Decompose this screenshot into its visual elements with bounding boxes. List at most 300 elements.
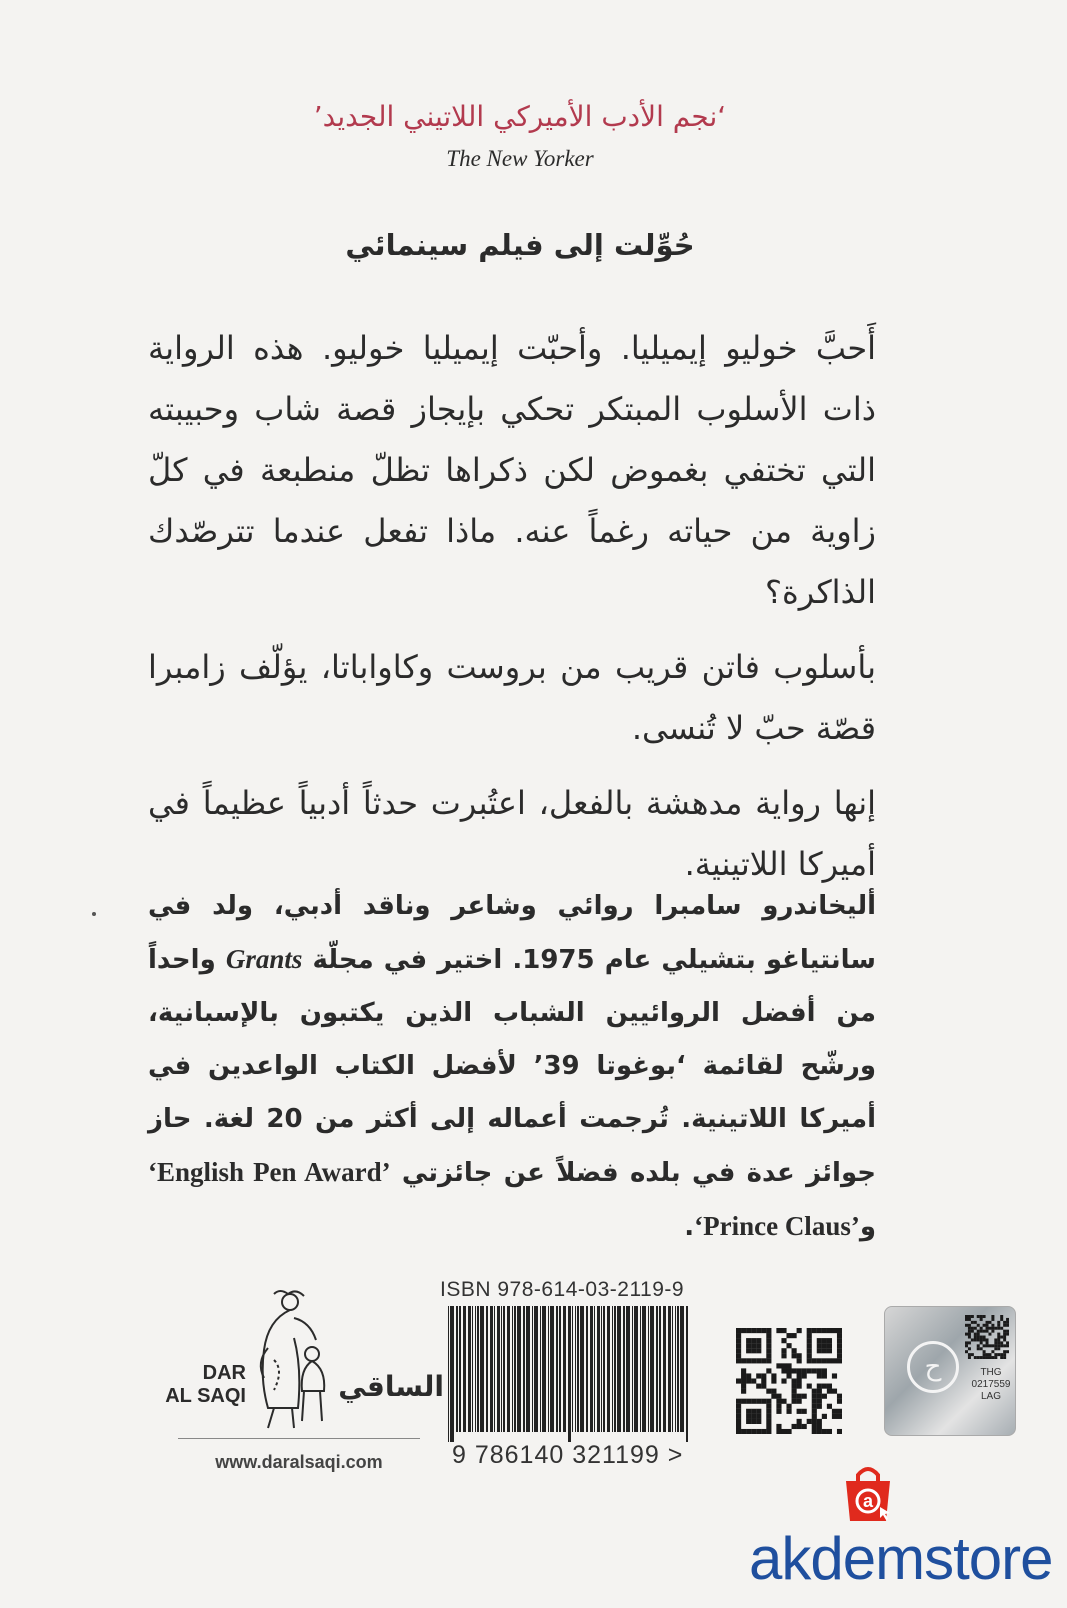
matrix-module xyxy=(832,1358,837,1363)
matrix-module xyxy=(736,1429,741,1434)
barcode-bar xyxy=(590,1306,593,1432)
matrix-module xyxy=(797,1384,802,1389)
matrix-module xyxy=(965,1344,968,1347)
matrix-module xyxy=(756,1419,761,1424)
matrix-module xyxy=(792,1333,797,1338)
matrix-module xyxy=(980,1336,983,1339)
matrix-module xyxy=(807,1358,812,1363)
author-bio xyxy=(148,880,876,1254)
matrix-module xyxy=(997,1347,1000,1350)
matrix-module xyxy=(817,1338,822,1343)
matrix-module xyxy=(807,1333,812,1338)
matrix-module xyxy=(756,1373,761,1378)
matrix-module xyxy=(986,1330,989,1333)
matrix-module xyxy=(786,1373,791,1378)
matrix-module xyxy=(786,1368,791,1373)
matrix-module xyxy=(997,1324,1000,1327)
award-name: ‘Prince Claus’ xyxy=(694,1211,860,1241)
barcode-bar xyxy=(475,1306,476,1432)
matrix-module xyxy=(837,1399,842,1404)
barcode-bar xyxy=(642,1306,646,1432)
matrix-module xyxy=(965,1315,968,1318)
matrix-module xyxy=(802,1424,807,1429)
matrix-module xyxy=(822,1429,827,1434)
matrix-module xyxy=(1006,1350,1009,1353)
matrix-module xyxy=(1006,1344,1009,1347)
barcode-bar xyxy=(459,1306,461,1432)
matrix-module xyxy=(977,1336,980,1339)
matrix-module xyxy=(792,1389,797,1394)
matrix-module xyxy=(971,1315,974,1318)
matrix-module xyxy=(746,1429,751,1434)
matrix-module xyxy=(817,1389,822,1394)
matrix-module xyxy=(832,1389,837,1394)
matrix-module xyxy=(983,1315,986,1318)
barcode-bar xyxy=(550,1306,554,1432)
matrix-module xyxy=(766,1358,771,1363)
matrix-module xyxy=(766,1343,771,1348)
matrix-module xyxy=(736,1409,741,1414)
matrix-module xyxy=(822,1394,827,1399)
matrix-module xyxy=(977,1338,980,1341)
matrix-module xyxy=(802,1394,807,1399)
matrix-module xyxy=(832,1414,837,1419)
matrix-module xyxy=(741,1368,746,1373)
matrix-module xyxy=(761,1384,766,1389)
barcode-bar xyxy=(575,1306,576,1432)
author-bio-text: واحداً من أفضل الروائيين الشباب الذين يكتبون بالإسبانية، ورشّح لقائمة ‘بوغوتا 39’ لأفضل الكتاب الواعدين في أميركا اللاتينية. تُرجمت أعماله إلى أكثر من 20 لغة. حاز جوائز عدة في بلده فضلاً عن جائزتي xyxy=(148,945,877,1188)
matrix-module xyxy=(746,1373,751,1378)
matrix-module xyxy=(965,1341,968,1344)
matrix-module xyxy=(766,1353,771,1358)
matrix-module xyxy=(812,1419,817,1424)
barcode-bar xyxy=(532,1306,533,1432)
barcode-bar xyxy=(542,1306,546,1432)
barcode-bar xyxy=(563,1306,566,1432)
matrix-module xyxy=(1000,1315,1003,1318)
publisher-name-latin xyxy=(150,1362,246,1408)
matrix-module xyxy=(1000,1336,1003,1339)
matrix-module xyxy=(997,1321,1000,1324)
matrix-module xyxy=(1003,1350,1006,1353)
matrix-module xyxy=(766,1409,771,1414)
matrix-module xyxy=(974,1321,977,1324)
matrix-module xyxy=(761,1328,766,1333)
matrix-module xyxy=(792,1399,797,1404)
matrix-module xyxy=(736,1414,741,1419)
shopping-bag-icon xyxy=(836,1463,900,1527)
matrix-module xyxy=(968,1315,971,1318)
matrix-module xyxy=(797,1399,802,1404)
matrix-module xyxy=(781,1328,786,1333)
matrix-module xyxy=(986,1356,989,1359)
matrix-module xyxy=(1003,1324,1006,1327)
matrix-module xyxy=(741,1399,746,1404)
matrix-module xyxy=(822,1373,827,1378)
matrix-module xyxy=(968,1324,971,1327)
print-speck xyxy=(92,912,96,916)
matrix-module xyxy=(817,1368,822,1373)
matrix-module xyxy=(746,1358,751,1363)
matrix-module xyxy=(781,1353,786,1358)
matrix-module xyxy=(991,1324,994,1327)
matrix-module xyxy=(980,1318,983,1321)
matrix-module xyxy=(756,1409,761,1414)
matrix-module xyxy=(827,1343,832,1348)
matrix-module xyxy=(1006,1330,1009,1333)
review-quote: ‘نجم الأدب الأميركي اللاتيني الجديد’ xyxy=(313,100,727,133)
matrix-module xyxy=(994,1327,997,1330)
isbn-barcode xyxy=(442,1306,694,1442)
matrix-module xyxy=(837,1333,842,1338)
matrix-module xyxy=(746,1399,751,1404)
barcode-bar xyxy=(517,1306,521,1432)
matrix-module xyxy=(771,1389,776,1394)
matrix-module xyxy=(822,1328,827,1333)
matrix-module xyxy=(751,1378,756,1383)
matrix-module xyxy=(807,1338,812,1343)
matrix-module xyxy=(991,1344,994,1347)
barcode-bar xyxy=(514,1306,516,1432)
matrix-module xyxy=(741,1358,746,1363)
matrix-module xyxy=(751,1414,756,1419)
matrix-module xyxy=(977,1324,980,1327)
matrix-module xyxy=(837,1328,842,1333)
matrix-module xyxy=(1006,1341,1009,1344)
matrix-module xyxy=(792,1348,797,1353)
matrix-module xyxy=(817,1373,822,1378)
matrix-module xyxy=(827,1358,832,1363)
matrix-module xyxy=(766,1419,771,1424)
matrix-module xyxy=(807,1343,812,1348)
barcode-bar xyxy=(656,1306,658,1432)
matrix-module xyxy=(761,1358,766,1363)
barcode-bar xyxy=(650,1306,654,1432)
matrix-module xyxy=(817,1358,822,1363)
matrix-module xyxy=(997,1353,1000,1356)
matrix-module xyxy=(761,1399,766,1404)
matrix-module xyxy=(812,1404,817,1409)
matrix-module xyxy=(797,1328,802,1333)
matrix-module xyxy=(968,1336,971,1339)
matrix-module xyxy=(974,1327,977,1330)
matrix-module xyxy=(983,1330,986,1333)
matrix-module xyxy=(756,1384,761,1389)
matrix-module xyxy=(817,1394,822,1399)
matrix-module xyxy=(837,1348,842,1353)
barcode-bar xyxy=(526,1306,530,1432)
matrix-module xyxy=(986,1324,989,1327)
barcode-bar xyxy=(456,1306,458,1432)
matrix-module xyxy=(822,1358,827,1363)
barcode-bar xyxy=(486,1306,488,1432)
matrix-module xyxy=(988,1321,991,1324)
matrix-module xyxy=(797,1394,802,1399)
matrix-module xyxy=(746,1419,751,1424)
matrix-module xyxy=(997,1336,1000,1339)
store-icon-letter: a xyxy=(862,1491,874,1511)
matrix-module xyxy=(781,1378,786,1383)
matrix-module xyxy=(977,1356,980,1359)
matrix-module xyxy=(766,1424,771,1429)
matrix-module xyxy=(1000,1356,1003,1359)
barcode-bar xyxy=(594,1306,595,1432)
matrix-module xyxy=(1003,1330,1006,1333)
matrix-module xyxy=(756,1348,761,1353)
matrix-module xyxy=(988,1333,991,1336)
qr-code-icon xyxy=(736,1328,842,1434)
matrix-module xyxy=(756,1328,761,1333)
matrix-module xyxy=(736,1358,741,1363)
synopsis-paragraph: بأسلوب فاتن قريب من بروست وكاواباتا، يؤلّف زامبرا قصّة حبّ لا تُنسى. xyxy=(148,648,876,747)
matrix-module xyxy=(988,1327,991,1330)
matrix-module xyxy=(1003,1353,1006,1356)
matrix-module xyxy=(766,1414,771,1419)
matrix-module xyxy=(736,1333,741,1338)
film-adaptation-note: حُوِّلت إلى فيلم سينمائي xyxy=(345,228,695,262)
publisher-name-arabic: الساقي xyxy=(338,1370,444,1403)
conjunction: و xyxy=(859,1212,876,1242)
publisher-name-line: DAR xyxy=(202,1362,246,1384)
matrix-module xyxy=(776,1363,781,1368)
matrix-module xyxy=(812,1394,817,1399)
barcode-bar xyxy=(503,1306,505,1432)
matrix-module xyxy=(1003,1344,1006,1347)
matrix-module xyxy=(766,1338,771,1343)
matrix-module xyxy=(751,1429,756,1434)
matrix-module xyxy=(776,1399,781,1404)
matrix-module xyxy=(746,1378,751,1383)
matrix-module xyxy=(991,1327,994,1330)
barcode-bar xyxy=(556,1306,558,1432)
matrix-module xyxy=(751,1348,756,1353)
matrix-module xyxy=(968,1341,971,1344)
matrix-module xyxy=(817,1384,822,1389)
matrix-module xyxy=(812,1429,817,1434)
matrix-module xyxy=(736,1353,741,1358)
matrix-module xyxy=(756,1338,761,1343)
matrix-module xyxy=(741,1373,746,1378)
matrix-module xyxy=(736,1424,741,1429)
matrix-module xyxy=(832,1409,837,1414)
matrix-module xyxy=(786,1429,791,1434)
matrix-module xyxy=(837,1414,842,1419)
matrix-module xyxy=(994,1356,997,1359)
matrix-module xyxy=(837,1338,842,1343)
barcode-bar xyxy=(686,1306,688,1442)
matrix-module xyxy=(797,1378,802,1383)
publisher-name-line: AL SAQI xyxy=(165,1385,246,1407)
matrix-module xyxy=(971,1330,974,1333)
matrix-module xyxy=(761,1429,766,1434)
barcode-bar xyxy=(463,1306,466,1432)
matrix-module xyxy=(1003,1321,1006,1324)
matrix-module xyxy=(1003,1336,1006,1339)
quote-source: The New Yorker xyxy=(446,146,594,171)
matrix-module xyxy=(994,1341,997,1344)
matrix-module xyxy=(965,1318,968,1321)
barcode-bar xyxy=(663,1306,666,1432)
matrix-module xyxy=(965,1324,968,1327)
barcode-bar xyxy=(659,1306,661,1432)
barcode-bar xyxy=(612,1306,613,1432)
matrix-module xyxy=(974,1356,977,1359)
matrix-module xyxy=(837,1394,842,1399)
matrix-module xyxy=(1006,1324,1009,1327)
matrix-module xyxy=(1003,1333,1006,1336)
barcode-bar xyxy=(534,1306,538,1432)
barcode-bar xyxy=(623,1306,625,1432)
matrix-module xyxy=(988,1356,991,1359)
matrix-module xyxy=(997,1341,1000,1344)
matrix-module xyxy=(766,1429,771,1434)
hologram-emblem-icon: ح xyxy=(907,1341,959,1393)
matrix-module xyxy=(968,1356,971,1359)
matrix-module xyxy=(741,1384,746,1389)
matrix-module xyxy=(980,1356,983,1359)
matrix-module xyxy=(1000,1318,1003,1321)
matrix-module xyxy=(971,1321,974,1324)
matrix-module xyxy=(986,1344,989,1347)
barcode-bar xyxy=(580,1306,584,1432)
matrix-module xyxy=(812,1358,817,1363)
matrix-module xyxy=(991,1356,994,1359)
matrix-module xyxy=(736,1343,741,1348)
barcode-bar xyxy=(490,1306,493,1432)
barcode-bar xyxy=(586,1306,588,1432)
matrix-module xyxy=(994,1338,997,1341)
matrix-module xyxy=(832,1328,837,1333)
matrix-module xyxy=(797,1368,802,1373)
matrix-module xyxy=(792,1384,797,1389)
barcode-bar xyxy=(468,1306,471,1432)
barcode-bar xyxy=(494,1306,495,1432)
matrix-module xyxy=(968,1330,971,1333)
matrix-module xyxy=(983,1356,986,1359)
matrix-module xyxy=(977,1333,980,1336)
barcode-bar xyxy=(501,1306,502,1432)
matrix-module xyxy=(965,1350,968,1353)
synopsis xyxy=(148,318,876,909)
matrix-module xyxy=(751,1409,756,1414)
barcode-bar xyxy=(680,1306,684,1432)
barcode-bar xyxy=(614,1306,616,1432)
matrix-module xyxy=(983,1353,986,1356)
matrix-module xyxy=(980,1347,983,1350)
barcode-bar xyxy=(512,1306,513,1432)
matrix-module xyxy=(802,1368,807,1373)
barcode-bar xyxy=(603,1306,605,1432)
matrix-module xyxy=(983,1338,986,1341)
barcode-bar xyxy=(568,1306,571,1442)
matrix-module xyxy=(781,1429,786,1434)
matrix-module xyxy=(997,1344,1000,1347)
matrix-module xyxy=(786,1409,791,1414)
barcode-bar xyxy=(640,1306,641,1432)
matrix-module xyxy=(968,1347,971,1350)
matrix-module xyxy=(822,1343,827,1348)
matrix-module xyxy=(1006,1318,1009,1321)
matrix-module xyxy=(977,1330,980,1333)
barcode-bar xyxy=(668,1306,671,1432)
matrix-module xyxy=(766,1333,771,1338)
matrix-module xyxy=(807,1328,812,1333)
barcode-bar xyxy=(577,1306,579,1432)
matrix-module xyxy=(766,1328,771,1333)
matrix-module xyxy=(781,1368,786,1373)
matrix-module xyxy=(980,1327,983,1330)
matrix-module xyxy=(751,1343,756,1348)
matrix-module xyxy=(802,1373,807,1378)
matrix-module xyxy=(736,1328,741,1333)
matrix-module xyxy=(971,1338,974,1341)
matrix-module xyxy=(766,1399,771,1404)
barcode-bar xyxy=(540,1306,541,1432)
matrix-module xyxy=(807,1353,812,1358)
matrix-module xyxy=(968,1327,971,1330)
matrix-module xyxy=(837,1358,842,1363)
matrix-module xyxy=(746,1343,751,1348)
matrix-module xyxy=(980,1330,983,1333)
matrix-module xyxy=(766,1348,771,1353)
matrix-module xyxy=(988,1344,991,1347)
matrix-module xyxy=(971,1327,974,1330)
matrix-module xyxy=(776,1424,781,1429)
matrix-module xyxy=(736,1404,741,1409)
matrix-module xyxy=(751,1358,756,1363)
matrix-module xyxy=(751,1338,756,1343)
matrix-module xyxy=(968,1333,971,1336)
matrix-module xyxy=(766,1389,771,1394)
matrix-module xyxy=(980,1315,983,1318)
matrix-module xyxy=(792,1424,797,1429)
matrix-module xyxy=(994,1347,997,1350)
matrix-module xyxy=(751,1419,756,1424)
matrix-module xyxy=(983,1350,986,1353)
matrix-module xyxy=(965,1333,968,1336)
isbn-label: ISBN 978-614-03-2119-9 xyxy=(440,1278,685,1301)
matrix-module xyxy=(980,1341,983,1344)
matrix-module xyxy=(736,1419,741,1424)
divider xyxy=(178,1438,420,1439)
barcode-bar xyxy=(497,1306,500,1432)
matrix-module xyxy=(991,1330,994,1333)
matrix-module xyxy=(736,1338,741,1343)
matrix-module xyxy=(807,1384,812,1389)
author-bio-paragraph xyxy=(148,880,876,1254)
matrix-module xyxy=(837,1409,842,1414)
matrix-module xyxy=(997,1327,1000,1330)
publisher-website: www.daralsaqi.com xyxy=(215,1452,383,1472)
matrix-module xyxy=(792,1394,797,1399)
matrix-module xyxy=(827,1404,832,1409)
matrix-module xyxy=(746,1338,751,1343)
matrix-module xyxy=(1003,1338,1006,1341)
matrix-module xyxy=(797,1358,802,1363)
barcode-bar xyxy=(607,1306,610,1432)
matrix-module xyxy=(974,1338,977,1341)
barcode-bar xyxy=(559,1306,561,1432)
matrix-module xyxy=(741,1378,746,1383)
matrix-module xyxy=(971,1353,974,1356)
matrix-module xyxy=(802,1409,807,1414)
matrix-module xyxy=(792,1368,797,1373)
barcode-bar xyxy=(617,1306,621,1432)
author-bio-text: أليخاندرو سامبرا روائي وشاعر وناقد أدبي، ولد في سانتياغو بتشيلي عام 1975. اختير في مجلّة xyxy=(148,891,877,975)
matrix-module xyxy=(991,1350,994,1353)
barcode-bar xyxy=(675,1306,676,1432)
matrix-module xyxy=(776,1429,781,1434)
